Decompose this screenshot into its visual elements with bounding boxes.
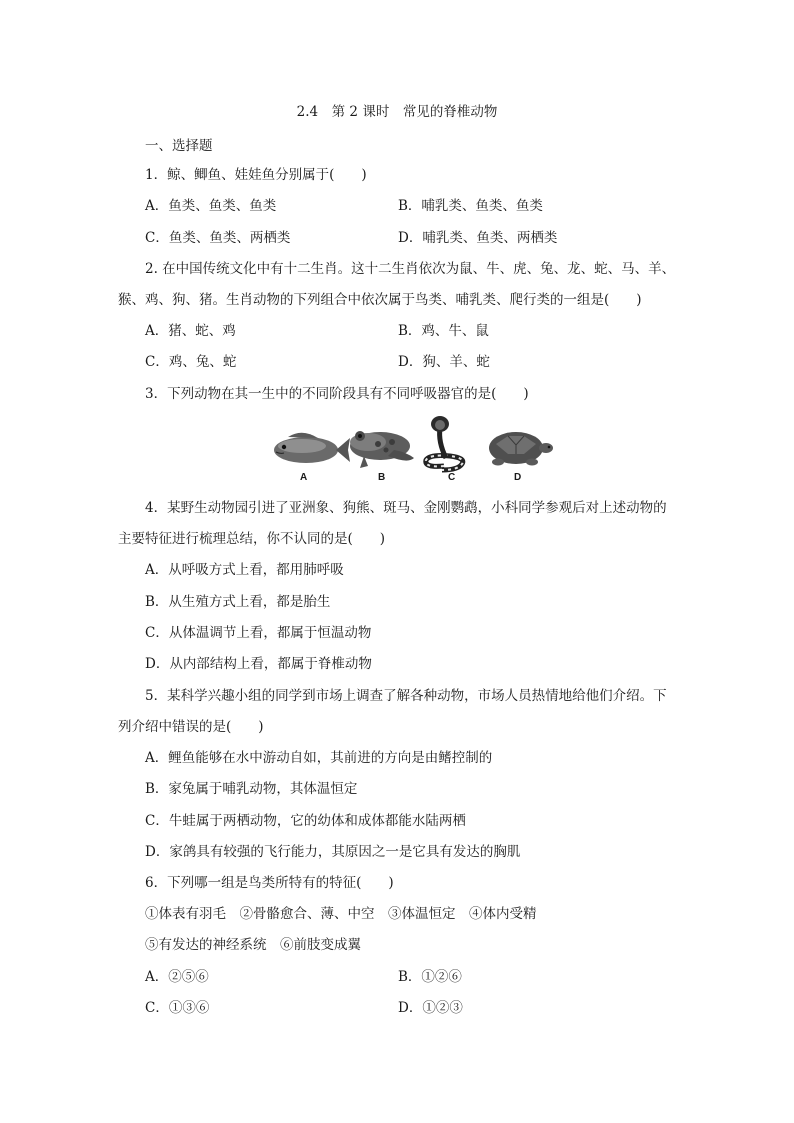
q6-option-b: B．①②⑥ — [398, 969, 462, 985]
section-heading: 一、选择题 — [145, 138, 213, 154]
q4-stem-line2: 主要特征进行梳理总结，你不认同的是( ) — [118, 531, 386, 547]
q4-option-d: D．从内部结构上看，都属于脊椎动物 — [145, 656, 372, 672]
fish-icon — [274, 433, 350, 463]
q2-option-a: A．猪、蛇、鸡 — [145, 323, 236, 339]
q6-stem: 6．下列哪一组是鸟类所特有的特征( ) — [145, 875, 394, 891]
figure-label-d: D — [514, 472, 522, 483]
q5-stem-line2: 列介绍中错误的是( ) — [118, 719, 264, 735]
q4-option-a: A．从呼吸方式上看，都用肺呼吸 — [145, 562, 344, 578]
q1-option-d: D．哺乳类、鱼类、两栖类 — [398, 230, 558, 246]
q5-option-a: A．鲤鱼能够在水中游动自如，其前进的方向是由鳍控制的 — [145, 750, 493, 766]
q1-option-a: A．鱼类、鱼类、鱼类 — [145, 198, 277, 214]
frog-icon — [350, 431, 414, 468]
figure-label-c: C — [448, 472, 456, 483]
q4-option-b: B．从生殖方式上看，都是胎生 — [145, 594, 331, 610]
q6-items-line1: ①体表有羽毛 ②骨骼愈合、薄、中空 ③体温恒定 ④体内受精 — [145, 906, 537, 922]
q2-option-c: C．鸡、兔、蛇 — [145, 354, 237, 370]
q5-stem-line1: 5．某科学兴趣小组的同学到市场上调查了解各种动物，市场人员热情地给他们介绍。下 — [145, 688, 667, 704]
q2-option-d: D．狗、羊、蛇 — [398, 354, 490, 370]
q1-option-b: B．哺乳类、鱼类、鱼类 — [398, 198, 543, 214]
q5-option-b: B．家兔属于哺乳动物，其体温恒定 — [145, 781, 358, 797]
q6-option-c: C．①③⑥ — [145, 1000, 210, 1016]
figure-label-a: A — [300, 472, 308, 483]
q6-option-d: D．①②③ — [398, 1000, 463, 1016]
q1-option-c: C．鱼类、鱼类、两栖类 — [145, 230, 291, 246]
q5-option-c: C．牛蛙属于两栖动物，它的幼体和成体都能水陆两栖 — [145, 813, 466, 829]
q2-option-b: B．鸡、牛、鼠 — [398, 323, 489, 339]
q4-option-c: C．从体温调节上看，都属于恒温动物 — [145, 625, 372, 641]
figure-label-b: B — [378, 472, 386, 483]
page-title: 2.4 第 2 课时 常见的脊椎动物 — [296, 104, 498, 120]
q5-option-d: D．家鸽具有较强的飞行能力，其原因之一是它具有发达的胸肌 — [145, 844, 521, 860]
q6-items-line2: ⑤有发达的神经系统 ⑥前肢变成翼 — [145, 937, 361, 953]
turtle-icon — [489, 432, 553, 466]
q2-stem-line2: 猴、鸡、狗、猪。生肖动物的下列组合中依次属于鸟类、哺乳类、爬行类的一组是( ) — [118, 292, 642, 308]
animal-figure — [268, 414, 558, 486]
snake-icon — [426, 416, 463, 470]
q6-option-a: A．②⑤⑥ — [145, 969, 209, 985]
q1-stem: 1．鲸、鲫鱼、娃娃鱼分别属于( ) — [145, 167, 367, 183]
q3-stem: 3．下列动物在其一生中的不同阶段具有不同呼吸器官的是( ) — [145, 386, 529, 402]
q2-stem-line1: 2. 在中国传统文化中有十二生肖。这十二生肖依次为鼠、牛、虎、兔、龙、蛇、马、羊、 — [145, 261, 676, 277]
q4-stem-line1: 4．某野生动物园引进了亚洲象、狗熊、斑马、金刚鹦鹉，小科同学参观后对上述动物的 — [145, 500, 667, 516]
